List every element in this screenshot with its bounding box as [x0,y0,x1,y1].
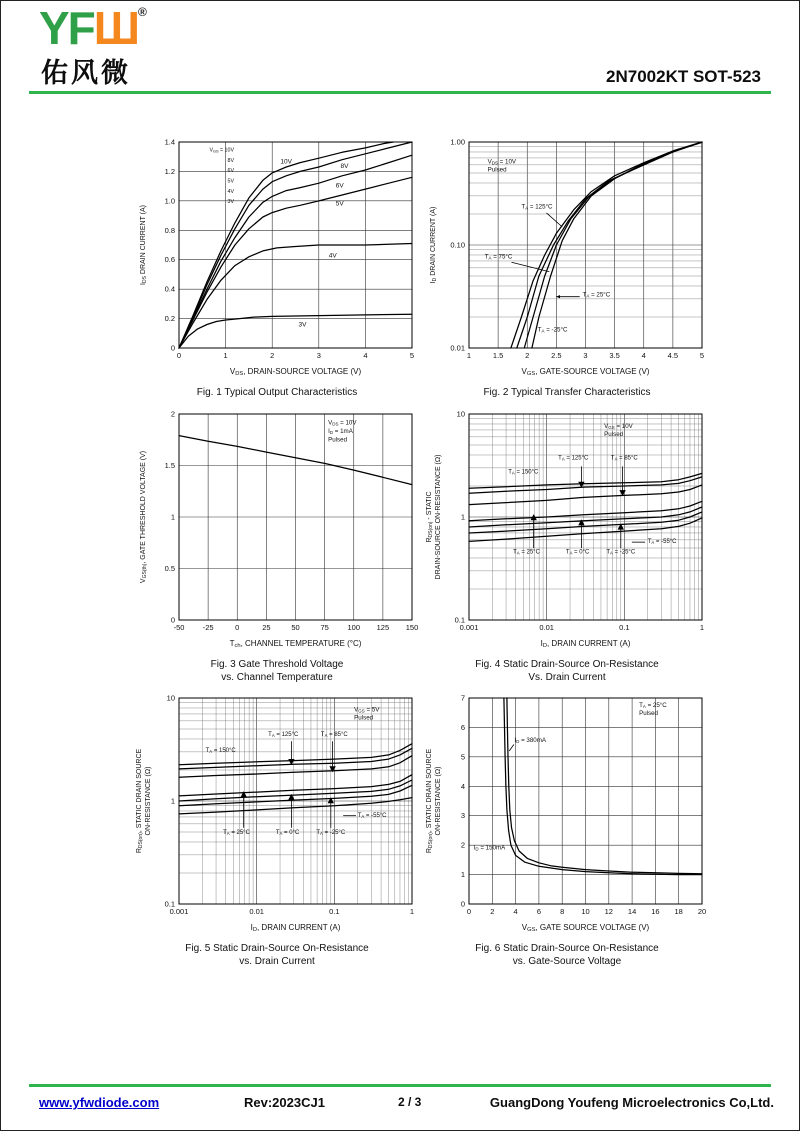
svg-text:TA = 125°C: TA = 125°C [521,203,553,211]
svg-text:0.01: 0.01 [450,343,465,353]
svg-text:0.6: 0.6 [164,255,175,265]
svg-text:0: 0 [235,623,240,632]
svg-text:0: 0 [176,351,182,360]
svg-text:10: 10 [456,409,465,419]
svg-text:6V: 6V [335,182,344,190]
svg-text:TA = -25°C: TA = -25°C [606,549,636,556]
svg-text:16: 16 [651,907,660,916]
svg-text:1.2: 1.2 [164,166,175,176]
svg-text:ON-RESISTANCE (Ω): ON-RESISTANCE (Ω) [145,766,152,836]
figure-1-caption: Fig. 1 Typical Output Characteristics [196,387,358,398]
svg-text:10: 10 [166,693,175,703]
svg-text:RDS(on), STATIC DRAIN SOURCE: RDS(on), STATIC DRAIN SOURCE [136,748,144,854]
svg-text:TA = 150°C: TA = 150°C [205,747,236,754]
svg-text:6: 6 [536,907,541,916]
svg-text:1.5: 1.5 [492,351,504,360]
svg-text:2.5: 2.5 [551,351,562,360]
svg-text:TA = 0°C: TA = 0°C [565,549,590,556]
svg-text:0.01: 0.01 [249,907,264,916]
svg-text:20: 20 [697,907,707,916]
svg-text:0.4: 0.4 [164,284,175,294]
svg-text:Pulsed: Pulsed [639,709,659,717]
svg-text:VDS = 10V: VDS = 10V [328,419,357,427]
svg-text:3: 3 [316,351,321,360]
svg-text:4V: 4V [227,188,234,195]
svg-text:5: 5 [409,351,415,360]
svg-text:VGS = 5V: VGS = 5V [354,706,380,714]
figure-4-caption: Fig. 4 Static Drain-Source On-Resistance Vs. Drain Current [475,659,659,683]
svg-text:TA = -25°C: TA = -25°C [316,829,346,836]
svg-text:5: 5 [699,351,705,360]
svg-text:1.0: 1.0 [164,196,175,206]
svg-text:0.2: 0.2 [164,314,175,324]
svg-text:0.001: 0.001 [459,623,479,632]
header-divider [29,91,771,94]
svg-text:75: 75 [320,623,329,632]
svg-text:6V: 6V [227,168,234,175]
svg-text:ID = 380mA: ID = 380mA [514,737,547,745]
svg-text:1: 1 [170,796,175,806]
svg-text:VGS = 10V: VGS = 10V [209,147,234,154]
svg-text:TA = 75°C: TA = 75°C [484,253,513,261]
figure-1 [132,133,422,399]
svg-text:TA = 125°C: TA = 125°C [268,731,299,738]
svg-text:TA = 150°C: TA = 150°C [508,469,539,476]
svg-text:RDS(on), STATIC DRAIN SOURCE: RDS(on), STATIC DRAIN SOURCE [426,748,434,854]
figure-2-caption: Fig. 2 Typical Transfer Characteristics [483,387,651,398]
svg-text:TA = 85°C: TA = 85°C [320,731,348,738]
svg-text:1: 1 [466,351,472,360]
figure-2-chart [422,133,712,385]
figure-5-chart [132,689,422,941]
figure-6-caption: Fig. 6 Static Drain-Source On-Resistance vs. Gate-Source Voltage [475,943,659,967]
company-chinese-name: 佑风微 [41,58,131,88]
svg-text:TA = 0°C: TA = 0°C [275,829,300,836]
svg-text:8V: 8V [227,157,234,164]
svg-text:TA = 25°C: TA = 25°C [223,829,250,836]
svg-text:0.1: 0.1 [454,615,465,625]
figure-3-chart [132,405,422,657]
svg-text:TA = 125°C: TA = 125°C [558,455,589,462]
company-name: GuangDong Youfeng Microelectronics Co,Ltd. [489,1095,774,1110]
svg-text:1: 1 [460,512,465,522]
svg-text:4: 4 [513,907,518,916]
logo-mark-icon: Ш [93,2,139,54]
svg-text:25: 25 [262,623,271,632]
figure-3 [132,405,422,684]
svg-text:0.01: 0.01 [539,623,554,632]
svg-text:3.5: 3.5 [609,351,620,360]
svg-text:Pulsed: Pulsed [604,431,624,439]
registered-trademark-icon: ® [138,5,147,19]
svg-text:4: 4 [363,351,368,360]
svg-text:125: 125 [376,623,390,632]
svg-text:1: 1 [223,351,228,360]
svg-text:Pulsed: Pulsed [487,166,507,174]
svg-text:5V: 5V [227,178,234,185]
svg-text:ID DRAIN CURRENT (A): ID DRAIN CURRENT (A) [430,206,438,284]
svg-text:0.1: 0.1 [329,907,340,916]
svg-text:0.8: 0.8 [164,225,175,235]
svg-text:12: 12 [604,907,613,916]
svg-text:1: 1 [409,907,415,916]
svg-text:TA = 25°C: TA = 25°C [582,291,611,299]
svg-text:1.5: 1.5 [164,461,175,470]
svg-text:7: 7 [460,693,465,703]
figure-5 [132,689,422,968]
svg-text:0: 0 [170,343,175,353]
svg-text:0.001: 0.001 [169,907,189,916]
page-number: 2 / 3 [398,1095,422,1109]
svg-text:0.10: 0.10 [450,240,465,250]
svg-text:0.5: 0.5 [164,564,175,573]
svg-text:DRAIN-SOURCE ON-RESISTANCE (Ω): DRAIN-SOURCE ON-RESISTANCE (Ω) [435,454,442,580]
svg-text:0: 0 [466,907,472,916]
svg-text:Tch, CHANNEL TEMPERATURE (°C): Tch, CHANNEL TEMPERATURE (°C) [229,639,362,650]
svg-text:TA = -55°C: TA = -55°C [357,812,387,819]
figure-5-caption: Fig. 5 Static Drain-Source On-Resistance vs. Drain Current [185,943,369,967]
svg-text:2: 2 [490,907,495,916]
logo-yf-text: YF [39,2,94,54]
svg-text:TA = -25°C: TA = -25°C [537,326,568,334]
svg-text:4.5: 4.5 [667,351,679,360]
svg-text:0: 0 [170,615,175,625]
footer-divider [29,1084,771,1087]
figure-1-chart [132,133,422,385]
svg-text:2: 2 [525,351,530,360]
figure-4 [422,405,712,684]
svg-text:8: 8 [560,907,565,916]
svg-text:-25: -25 [202,623,214,632]
svg-text:2: 2 [270,351,275,360]
svg-text:Pulsed: Pulsed [354,714,374,722]
part-number-title: 2N7002KT SOT-523 [606,67,761,86]
svg-text:RDS(on) - STATIC: RDS(on) - STATIC [426,491,434,543]
svg-text:ON-RESISTANCE (Ω): ON-RESISTANCE (Ω) [435,766,442,836]
figure-6 [422,689,712,968]
svg-text:14: 14 [627,907,637,916]
svg-text:TA = -55°C: TA = -55°C [647,538,677,545]
figure-4-chart [422,405,712,657]
svg-text:3V: 3V [227,199,234,206]
svg-text:5V: 5V [335,200,344,208]
company-logo [39,2,147,54]
svg-text:VGS = 10V: VGS = 10V [604,423,633,431]
svg-text:Pulsed: Pulsed [328,436,348,444]
svg-text:1.00: 1.00 [450,137,465,147]
svg-text:4: 4 [460,781,465,791]
svg-text:ID, DRAIN CURRENT (A): ID, DRAIN CURRENT (A) [540,639,631,650]
svg-text:18: 18 [674,907,683,916]
svg-text:100: 100 [347,623,361,632]
svg-text:1: 1 [170,512,175,522]
figure-2 [422,133,712,399]
figure-3-caption: Fig. 3 Gate Threshold Voltage vs. Channel Temperature [210,659,344,683]
svg-text:VGS, GATE-SOURCE VOLTAGE (V): VGS, GATE-SOURCE VOLTAGE (V) [521,367,650,378]
svg-text:VGS(th), GATE THRESHOLD VOLTAG: VGS(th), GATE THRESHOLD VOLTAGE (V) [140,450,148,584]
svg-text:ID = 1mA: ID = 1mA [328,427,353,435]
svg-text:-50: -50 [173,623,185,632]
svg-text:VGS, GATE SOURCE VOLTAGE (V): VGS, GATE SOURCE VOLTAGE (V) [521,923,650,934]
svg-text:8V: 8V [340,162,349,170]
svg-text:3: 3 [460,811,465,821]
figure-6-chart [422,689,712,941]
svg-text:VDS = 10V: VDS = 10V [487,158,517,166]
svg-text:0.1: 0.1 [619,623,630,632]
svg-text:TA = 25°C: TA = 25°C [513,549,540,556]
svg-text:1: 1 [460,870,465,880]
svg-text:1.4: 1.4 [164,137,175,147]
website-link[interactable]: www.yfwdiode.com [39,1095,160,1110]
svg-text:VDS, DRAIN-SOURCE VOLTAGE (V): VDS, DRAIN-SOURCE VOLTAGE (V) [229,367,362,378]
svg-text:4: 4 [641,351,646,360]
svg-text:2: 2 [170,409,175,419]
svg-text:TA = 25°C: TA = 25°C [639,701,667,709]
svg-text:IDS DRAIN CURRENT (A): IDS DRAIN CURRENT (A) [140,205,148,285]
svg-text:3: 3 [583,351,588,360]
svg-text:150: 150 [405,623,419,632]
svg-text:ID, DRAIN CURRENT (A): ID, DRAIN CURRENT (A) [250,923,341,934]
svg-text:6: 6 [460,722,465,732]
revision-label: Rev:2023CJ1 [244,1095,325,1110]
svg-text:1: 1 [699,623,705,632]
svg-text:0.1: 0.1 [164,899,175,909]
svg-text:0: 0 [460,899,465,909]
svg-text:ID = 150mA: ID = 150mA [473,844,506,852]
svg-text:50: 50 [291,623,300,632]
svg-text:3V: 3V [298,321,307,329]
svg-text:4V: 4V [328,252,337,260]
svg-text:5: 5 [460,752,465,762]
svg-text:2: 2 [460,840,465,850]
svg-text:10V: 10V [280,158,292,166]
svg-text:TA = 85°C: TA = 85°C [610,455,638,462]
svg-text:10: 10 [581,907,590,916]
